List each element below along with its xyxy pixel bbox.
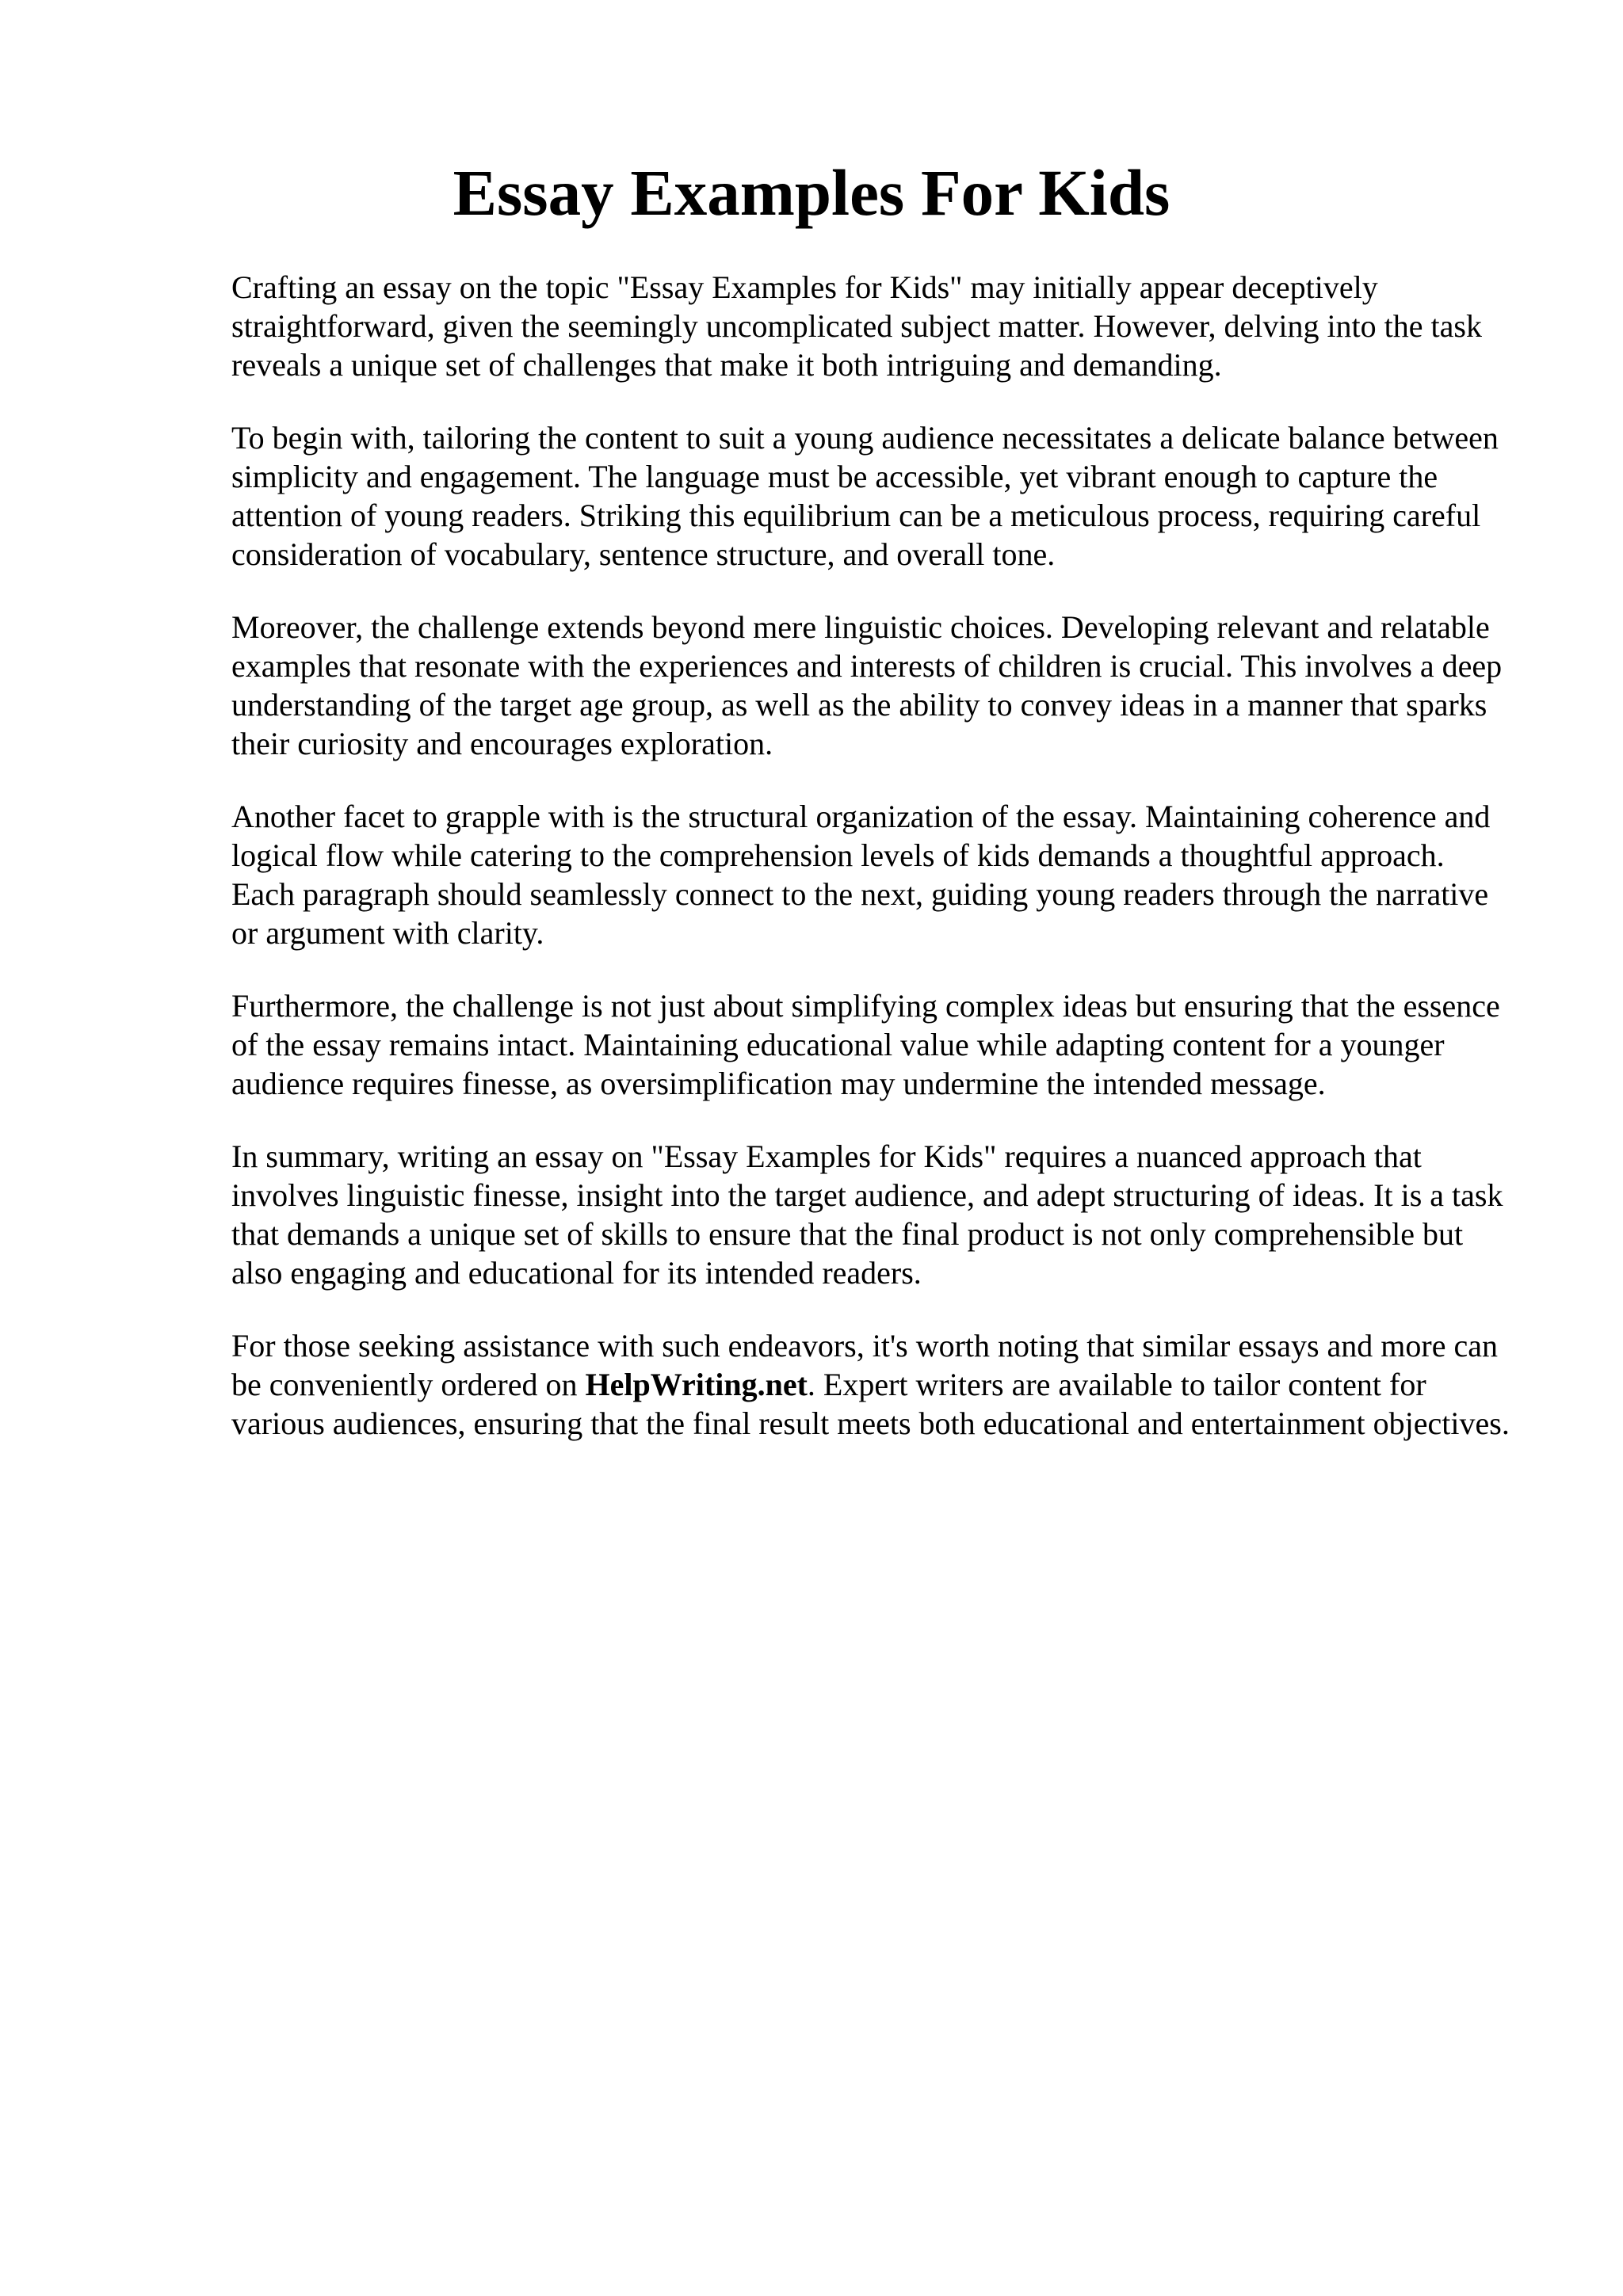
page-title: Essay Examples For Kids <box>453 156 1170 229</box>
helpwriting-link[interactable]: HelpWriting.net <box>585 1367 808 1402</box>
paragraph-3: Moreover, the challenge extends beyond mere linguistic choices. Developing relevant and relatable examples that resonate with the experiences and interests of children is crucial. This involves a deep understanding of the target age group, as well as the ability to convey ideas in a manner that sparks their curiosity and encourages exploration. <box>231 609 1503 761</box>
paragraph-6: In summary, writing an essay on "Essay Examples for Kids" requires a nuanced approach that involves linguistic finesse, insight into the target audience, and adept structuring of ideas. It is a task that demands a unique set of skills to ensure that the final product is not only comprehensible but also engaging and educational for its intended readers. <box>231 1138 1503 1291</box>
paragraph-7-outro: . Expert writers are available to tailor content for various audiences, ensuring that the final result meets both educational and entertainment objectives. <box>231 1367 1510 1441</box>
paragraph-4: Another facet to grapple with is the structural organization of the essay. Maintaining coherence and logical flow while catering to the comprehension levels of kids demands a thoughtful approach. Each paragraph should seamlessly connect to the next, guiding young readers through the narrative or argument with clarity. <box>231 799 1491 951</box>
paragraph-7 <box>231 1326 1515 1443</box>
paragraph-7-intro: For those seeking assistance with such endeavors, it's worth noting that similar essays and more can be conveniently ordered on <box>231 1328 1498 1402</box>
paragraph-2: To begin with, tailoring the content to suit a young audience necessitates a delicate balance between simplicity and engagement. The language must be accessible, yet vibrant enough to capture the attention of young readers. Striking this equilibrium can be a meticulous process, requiring careful consideration of vocabulary, sentence structure, and overall tone. <box>231 420 1499 572</box>
paragraph-1: Crafting an essay on the topic "Essay Examples for Kids" may initially appear deceptively straightforward, given the seemingly uncomplicated subject matter. However, delving into the task reveals a unique set of challenges that make it both intriguing and demanding. <box>231 269 1482 383</box>
essay-body <box>231 268 1515 1477</box>
paragraph-5: Furthermore, the challenge is not just about simplifying complex ideas but ensuring that the essence of the essay remains intact. Maintaining educational value while adapting content for a younger audience requires finesse, as oversimplification may undermine the intended message. <box>231 988 1500 1101</box>
